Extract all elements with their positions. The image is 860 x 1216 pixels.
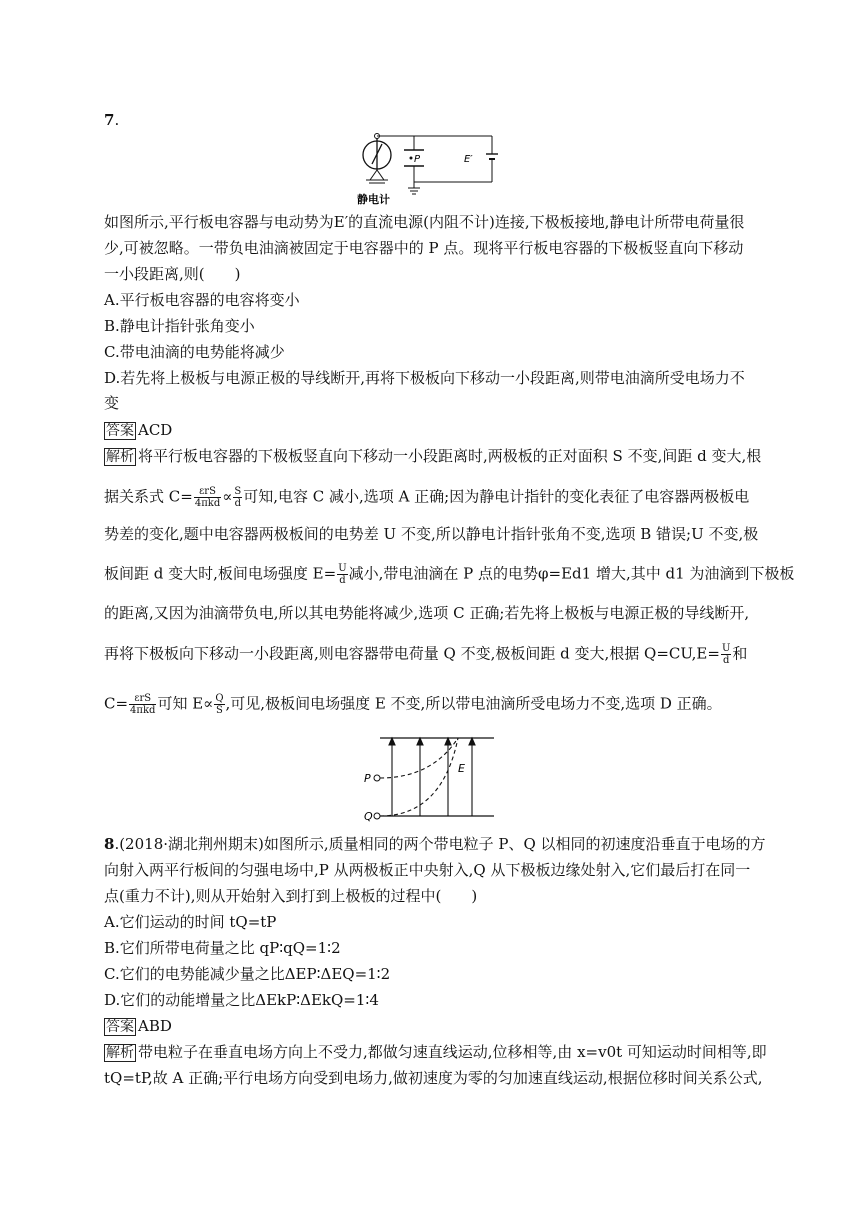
analysis-tag: 解析 xyxy=(106,1045,134,1061)
q8-analysis-2: tQ=tP,故 A 正确;平行电场方向受到电场力,做初速度为零的匀加速直线运动,根据位移时间关系公式, xyxy=(104,1069,763,1087)
q8-answer xyxy=(104,1016,764,1036)
answer-tag: 答案 xyxy=(106,1019,134,1035)
q7-option-d: D.若先将上极板与电源正极的导线断开,再将下极板向下移动一小段距离,则带电油滴所受电场力不 xyxy=(104,369,745,387)
q7-analysis-7: C= $\frac{\text{εrS}}{\text{4πkd}}$ 可知 E∝ $\frac{Q}{S}$ ,可见,极板间电场强度 E 不变,所以带电油滴所受电场力不变,选项 D 正确。 xyxy=(104,693,722,716)
q7-stem-3: 一小段距离,则( ) xyxy=(104,265,241,283)
answer-tag: 答案 xyxy=(106,423,134,439)
q8-analysis-1: 解析 带电粒子在垂直电场方向上不受力,都做匀速直线运动,位移相等,由 x=v0t 可知运动时间相等,即 xyxy=(106,1043,767,1061)
q8-answer-value: ABD xyxy=(138,1017,172,1035)
q7-analysis-5: 的距离,又因为油滴带负电,所以其电势能将减少,选项 C 正确;若先将上极板与电源正极的导线断开, xyxy=(104,604,750,622)
fig8-p-label: P xyxy=(364,772,371,785)
q7-option-b: B.静电计指针张角变小 xyxy=(104,317,255,335)
q7-answer-value: ACD xyxy=(138,421,173,439)
fig7-p-label: P xyxy=(414,154,421,165)
fig7-e-label: E′ xyxy=(464,154,473,165)
q8-option-a: A.它们运动的时间 tQ=tP xyxy=(104,913,277,931)
q7-number: 7. xyxy=(104,111,120,129)
q7-option-a: A.平行板电容器的电容将变小 xyxy=(104,291,300,309)
q8-stem-3: 点(重力不计),则从开始射入到打到上极板的过程中( ) xyxy=(104,887,478,905)
fig8-e-label: E xyxy=(458,762,465,775)
analysis-tag: 解析 xyxy=(106,449,134,465)
q8-option-c: C.它们的电势能减少量之比ΔEP∶ΔEQ=1∶2 xyxy=(104,965,391,983)
q7-analysis-4: 板间距 d 变大时,板间电场强度 E= $\frac{U}{d}$ 减小,带电油滴在 P 点的电势φ=Ed1 增大,其中 d1 为油滴到下极板 xyxy=(104,563,795,586)
q7-analysis-6: 再将下极板向下移动一小段距离,则电容器带电荷量 Q 不变,极板间距 d 变大,根据 Q=CU,E= $\frac{U}{d}$ 和 xyxy=(104,643,748,666)
q7-option-d-cont: 变 xyxy=(104,394,120,412)
q7-answer xyxy=(104,420,764,440)
q7-stem-1: 如图所示,平行板电容器与电动势为E′的直流电源(内阻不计)连接,下极板接地,静电计所带电荷量很 xyxy=(104,213,745,231)
fig7-meter-label: 静电计 xyxy=(357,193,390,206)
q7-analysis-1: 解析 将平行板电容器的下极板竖直向下移动一小段距离时,两极板的正对面积 S 不变,间距 d 变大,根 xyxy=(106,447,762,465)
q8-stem-2: 向射入两平行板间的匀强电场中,P 从两极板正中央射入,Q 从下极板边缘处射入,它们最后打在同一 xyxy=(104,861,751,879)
q7-circuit-figure xyxy=(352,130,512,208)
q7-analysis-3: 势差的变化,题中电容器两极板间的电势差 U 不变,所以静电计指针张角不变,选项 B 错误;U 不变,极 xyxy=(104,525,759,543)
q8-option-b: B.它们所带电荷量之比 qP∶qQ=1∶2 xyxy=(104,939,341,957)
q8-stem-1: 8.(2018·湖北荆州期末)如图所示,质量相同的两个带电粒子 P、Q 以相同的初速度沿垂直于电场的方 xyxy=(104,835,766,853)
fig8-q-label: Q xyxy=(364,810,373,822)
q8-option-d: D.它们的动能增量之比ΔEkP∶ΔEkQ=1∶4 xyxy=(104,991,379,1009)
q7-analysis-2: 据关系式 C= $\frac{\text{εrS}}{\text{4πkd}}$ ∝ $\frac{S}{d}$ 可知,电容 C 减小,选项 A 正确;因为静电计指针的变化表征了电容器两极板电 xyxy=(104,486,750,509)
q7-option-c: C.带电油滴的电势能将减少 xyxy=(104,343,285,361)
q8-field-figure xyxy=(362,732,498,822)
q7-stem-2: 少,可被忽略。一带负电油滴被固定于电容器中的 P 点。现将平行板电容器的下极板竖直向下移动 xyxy=(104,239,744,257)
